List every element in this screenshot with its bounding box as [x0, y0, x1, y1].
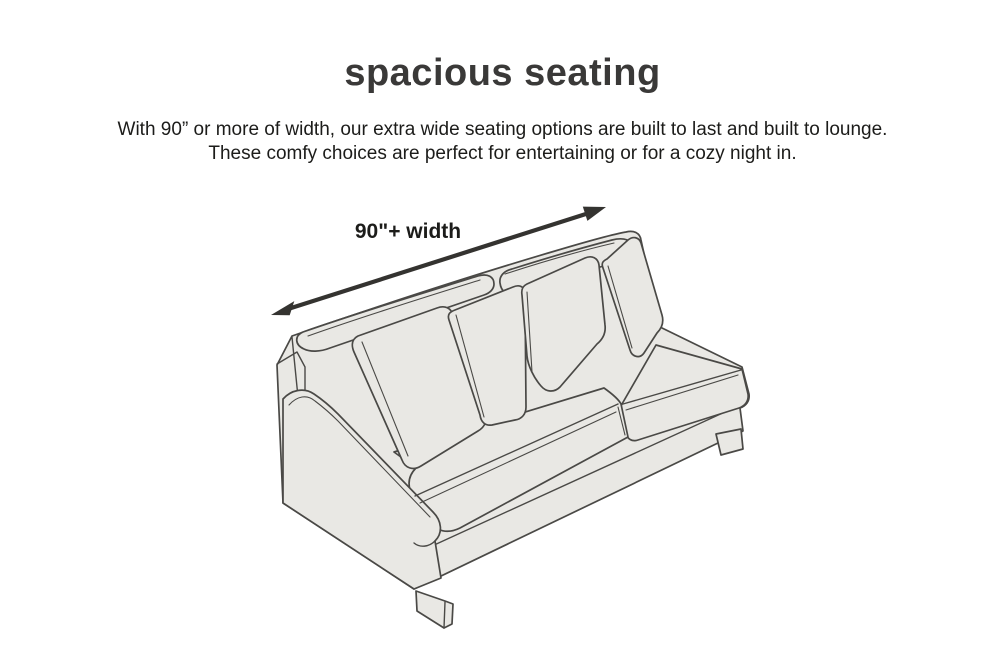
description-line-1: With 90” or more of width, our extra wide seating options are built to last and built to lounge.: [117, 119, 888, 140]
arrow-head-left: [271, 301, 294, 315]
description-line-2: These comfy choices are perfect for entertaining or for a cozy night in.: [208, 143, 797, 164]
sofa-foot-right: [716, 429, 743, 455]
arrow-head-right: [583, 207, 606, 221]
dimension-label: 90"+ width: [354, 220, 462, 243]
page-title: spacious seating: [344, 52, 661, 94]
sofa-foot-front: [416, 591, 453, 628]
